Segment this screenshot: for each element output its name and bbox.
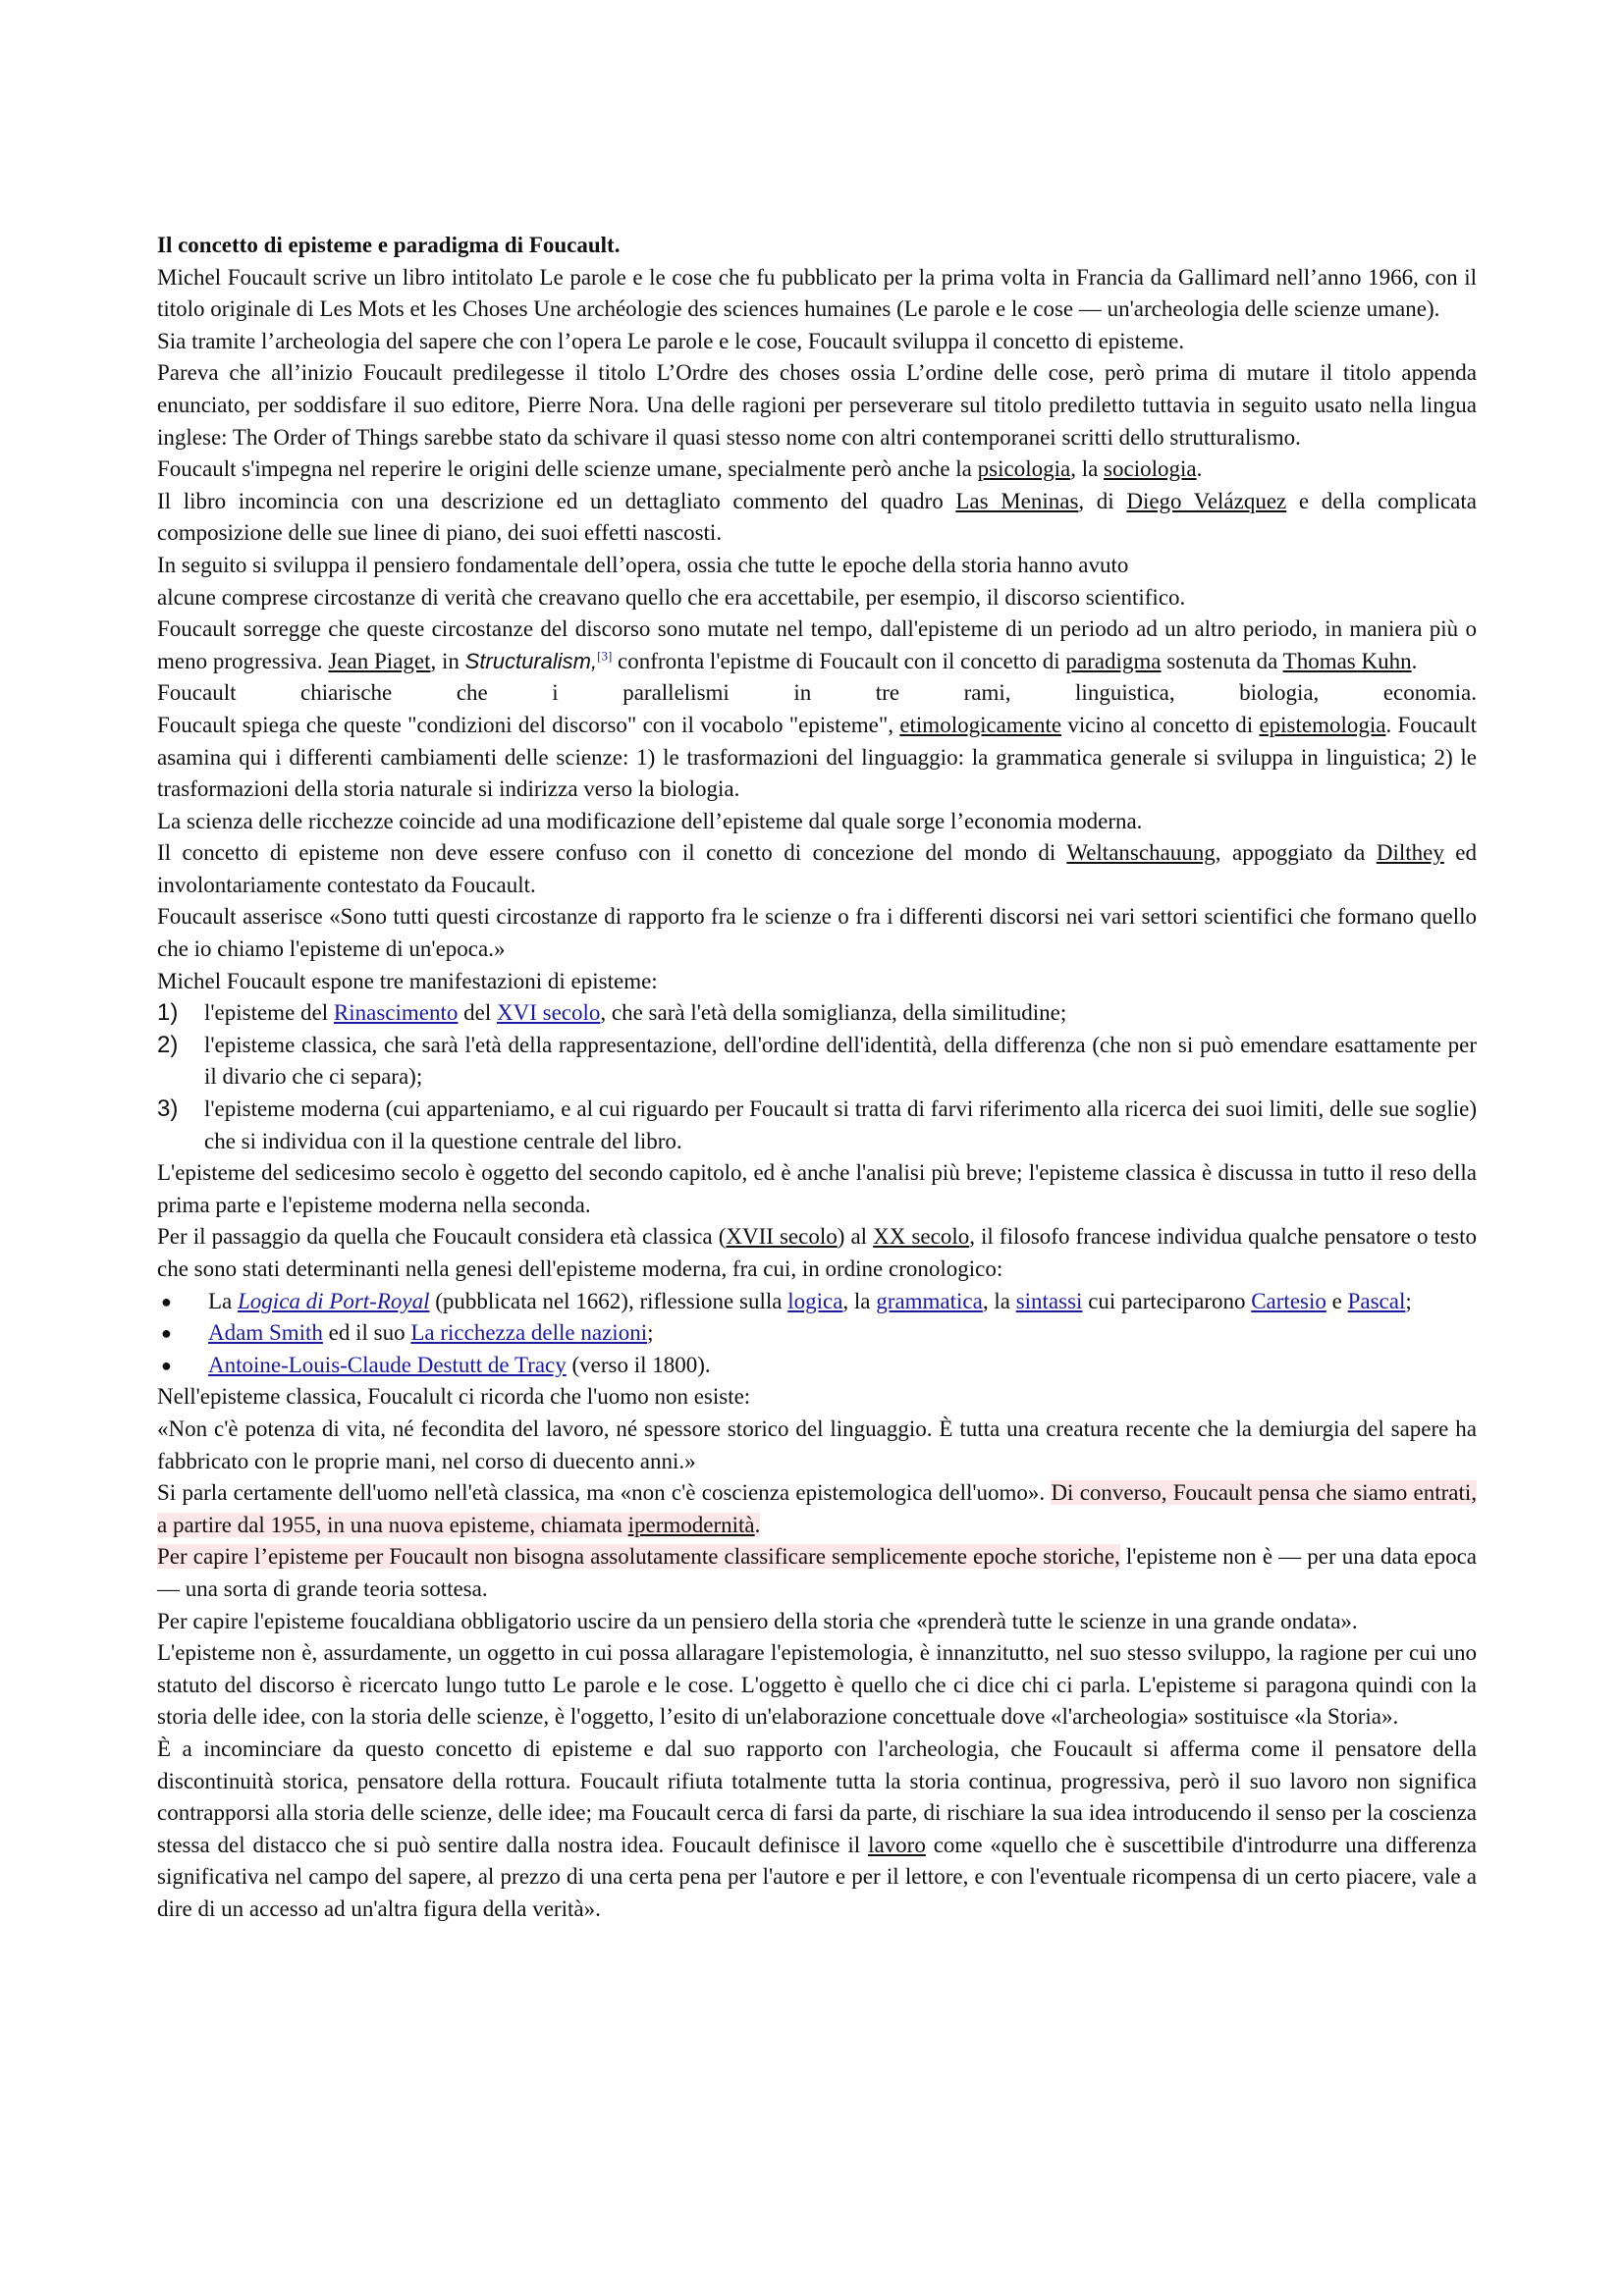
link-weltanschauung[interactable]: Weltanschauung [1066, 840, 1216, 866]
link-sociologia[interactable]: sociologia [1104, 456, 1197, 482]
link-thomas-kuhn[interactable]: Thomas Kuhn [1282, 648, 1412, 673]
link-ricchezza-nazioni[interactable]: La ricchezza delle nazioni [410, 1320, 648, 1346]
paragraph-5: Il libro incomincia con una descrizione ed un dettagliato commento del quadro Las Meninas, di Diego Velázquez e della complicata composizione delle sue linee di piano, dei suoi effetti nascosti. [157, 488, 1477, 546]
paragraph-17: «Non c'è potenza di vita, né fecondita del lavoro, né spessore storico del linguaggio. È tutta una creatura recente che la demiurgia del sapere ha fabbricato con le proprie mani, nel corso di duecento anni.» [157, 1415, 1477, 1473]
link-epistemologia[interactable]: epistemologia [1259, 712, 1386, 737]
paragraph-13: Michel Foucault espone tre manifestazioni di episteme: [157, 968, 658, 993]
link-psicologia[interactable]: psicologia [977, 456, 1071, 482]
link-las-meninas[interactable]: Las Meninas [955, 488, 1079, 513]
numbered-item-text: l'episteme classica, che sarà l'età della rappresentazione, dell'ordine dell'identità, della differenza (che non si può emendare esattamente per il divario che ci separa); [204, 1032, 1477, 1090]
footnote-ref[interactable]: [3] [597, 648, 613, 664]
link-grammatica[interactable]: grammatica [876, 1288, 983, 1313]
numbered-item-text: l'episteme moderna (cui apparteniamo, e al cui riguardo per Foucault si tratta di farvi riferimento alla ricerca dei suoi limiti, delle sue soglie) che si individua con il la questione centrale del libro. [204, 1096, 1477, 1153]
paragraph-20: Per capire l'episteme foucaldiana obbligatorio uscire da un pensiero della storia che «prenderà tutte le scienze in una grande ondata». [157, 1608, 1358, 1633]
paragraph-12: Foucault asserisce «Sono tutti questi circostanze di rapporto fra le scienze o fra i differenti discorsi nei vari settori scientifici che formano quello che io chiamo l'episteme di un'epoca.» [157, 904, 1477, 962]
paragraph-19: Per capire l’episteme per Foucault non bisogna assolutamente classificare semplicemente epoche storiche, l'episteme non è — per una data epoca — una sorta di grande teoria sottesa. [157, 1544, 1478, 1601]
link-logica[interactable]: logica [787, 1288, 843, 1313]
paragraph-6b: alcune comprese circostanze di verità che creavano quello che era accettabile, per esempio, il discorso scientifico. [157, 584, 1186, 610]
paragraph-8: Foucault chiarische che i parallelismi in tre rami, linguistica, biologia, economia. [157, 680, 1477, 706]
link-pascal[interactable]: Pascal [1347, 1288, 1406, 1313]
document-body [157, 230, 1477, 1925]
bullet-item-1: ● La Logica di Port-Royal (pubblicata nel 1662), riflessione sulla logica, la grammatica, la sintassi cui parteciparono Cartesio e Pascal; [157, 1286, 1477, 1318]
paragraph-3: Pareva che all’inizio Foucault predilegesse il titolo L’Ordre des choses ossia L’ordine delle cose, però prima di mutare il titolo appenda enunciato, per soddisfare il suo editore, Pierre Nora. Una delle ragioni per perseverare sul titolo prediletto tuttavia in seguito usato nella lingua inglese: The Order of Things sarebbe stato da schivare il quasi stesso nome con altri contemporanei scritti dello strutturalismo. [157, 360, 1477, 450]
highlighted-text: Di converso, Foucault pensa che siamo entrati, a partire dal 1955, in una nuova episteme, chiamata [157, 1480, 1477, 1537]
paragraph-6a: In seguito si sviluppa il pensiero fondamentale dell’opera, ossia che tutte le epoche della storia hanno avuto [157, 552, 1129, 577]
paragraph-9: Foucault spiega che queste "condizioni del discorso" con il vocabolo "episteme", etimologicamente vicino al concetto di epistemologia. Foucault asamina qui i differenti cambiamenti delle scienze: 1) le trasformazioni del linguaggio: la grammatica generale si sviluppa in linguistica; 2) le trasformazioni della storia naturale si indirizza verso la biologia. [157, 712, 1477, 802]
paragraph-10: La scienza delle ricchezze coincide ad una modificazione dell’episteme dal quale sorge l’economia moderna. [157, 808, 1143, 833]
bullet-icon: ● [161, 1355, 172, 1375]
link-diego-velazquez[interactable]: Diego Velázquez [1126, 488, 1287, 513]
numbered-item-2 [157, 1030, 1477, 1094]
paragraph-4: Foucault s'impegna nel reperire le origini delle scienze umane, specialmente però anche la psicologia, la sociologia. [157, 456, 1203, 482]
link-lavoro[interactable]: lavoro [868, 1832, 926, 1857]
list-number: 1) [157, 999, 179, 1027]
link-xx-secolo[interactable]: XX secolo [873, 1224, 970, 1250]
bullet-icon: ● [161, 1323, 172, 1344]
bullet-item-3: ● Antoine-Louis-Claude Destutt de Tracy (verso il 1800). [157, 1350, 1477, 1382]
numbered-item-3 [157, 1094, 1477, 1157]
highlighted-text: Per capire l’episteme per Foucault non bisogna assolutamente classificare semplicemente epoche storiche, [157, 1544, 1120, 1570]
link-cartesio[interactable]: Cartesio [1251, 1288, 1326, 1313]
bullet-item-2: ● Adam Smith ed il suo La ricchezza delle nazioni; [157, 1317, 1477, 1350]
paragraph-11: Il concetto di episteme non deve essere confuso con il conetto di concezione del mondo di Weltanschauung, appoggiato da Dilthey ed involontariamente contestato da Foucault. [157, 840, 1477, 897]
link-xvi-secolo[interactable]: XVI secolo [496, 1000, 601, 1026]
paragraph-1: Michel Foucault scrive un libro intitolato Le parole e le cose che fu pubblicato per la prima volta in Francia da Gallimard nell’anno 1966, con il titolo originale di Les Mots et les Choses Une archéologie des sciences humaines (Le parole e le cose — un'archeologia delle scienze umane). [157, 264, 1477, 322]
list-number: 2) [157, 1031, 179, 1058]
link-adam-smith[interactable]: Adam Smith [208, 1320, 323, 1346]
bullet-icon: ● [161, 1291, 172, 1311]
paragraph-15: Per il passaggio da quella che Foucault considera età classica (XVII secolo) al XX secolo, il filosofo francese individua qualche pensatore o testo che sono stati determinanti nella genesi dell'episteme moderna, fra cui, in ordine cronologico: [157, 1224, 1477, 1281]
paragraph-14: L'episteme del sedicesimo secolo è oggetto del secondo capitolo, ed è anche l'analisi più breve; l'episteme classica è discussa in tutto il reso della prima parte e l'episteme moderna nella seconda. [157, 1160, 1477, 1217]
paragraph-2: Sia tramite l’archeologia del sapere che con l’opera Le parole e le cose, Foucault sviluppa il concetto di episteme. [157, 328, 1185, 353]
list-number: 3) [157, 1095, 179, 1123]
paragraph-22: È a incominciare da questo concetto di episteme e dal suo rapporto con l'archeologia, che Foucault si afferma come il pensatore della discontinuità storica, pensatore della rottura. Foucault rifiuta totalmente tutta la storia continua, progressiva, però il suo lavoro non significa contrapporsi alla storia delle scienze, delle idee; ma Foucault cerca di farsi da parte, di rischiare la sua idea introducendo il senso per la coscienza stessa del distacco che si può sentire dalla nostra idea. Foucault definisce il lavoro come «quello che è suscettibile d'introdurre una differenza significativa nel campo del sapere, al prezzo di una certa pena per l'autore e per il lettore, e con l'eventuale ricompensa di un certo piacere, vale a dire di un accesso ad un'altra figura della verità». [157, 1735, 1477, 1921]
link-dilthey[interactable]: Dilthey [1376, 840, 1444, 866]
link-etimologicamente[interactable]: etimologicamente [899, 712, 1062, 737]
link-rinascimento[interactable]: Rinascimento [333, 1000, 459, 1026]
structuralism-title: Structuralism, [464, 648, 598, 673]
link-sintassi[interactable]: sintassi [1015, 1288, 1083, 1313]
link-ipermodernita[interactable]: ipermodernità [627, 1512, 755, 1537]
numbered-item-1: 1) l'episteme del Rinascimento del XVI secolo, che sarà l'età della somiglianza, della similitudine; [157, 997, 1477, 1030]
link-logica-port-royal[interactable]: Logica di Port-Royal [238, 1288, 430, 1313]
link-jean-piaget[interactable]: Jean Piaget [328, 648, 431, 673]
document-title: Il concetto di episteme e paradigma di Foucault. [157, 233, 621, 257]
link-destutt-de-tracy[interactable]: Antoine-Louis-Claude Destutt de Tracy [208, 1352, 567, 1377]
paragraph-16: Nell'episteme classica, Foucalult ci ricorda che l'uomo non esiste: [157, 1384, 751, 1410]
paragraph-7: Foucault sorregge che queste circostanze del discorso sono mutate nel tempo, dall'episteme di un periodo ad un altro periodo, in maniera più o meno progressiva. Jean Piaget, in Structuralism,[3] confronta l'epistme di Foucault con il concetto di paradigma sostenuta da Thomas Kuhn. [157, 616, 1477, 673]
paragraph-21: L'episteme non è, assurdamente, un oggetto in cui possa allaragare l'epistemologia, è innanzitutto, nel suo stesso sviluppo, la ragione per cui uno statuto del discorso è ricercato lungo tutto Le parole e le cose. L'oggetto è quello che ci dice chi ci parla. L'episteme si paragona quindi con la storia delle idee, con la storia delle scienze, è l'oggetto, l’esito di un'elaborazione concettuale dove «l'archeologia» sostituisce «la Storia». [157, 1640, 1477, 1730]
link-paradigma[interactable]: paradigma [1065, 648, 1162, 673]
link-xvii-secolo[interactable]: XVII secolo [726, 1224, 838, 1250]
paragraph-18: Si parla certamente dell'uomo nell'età classica, ma «non c'è coscienza epistemologica dell'uomo». Di converso, Foucault pensa che siamo entrati, a partire dal 1955, in una nuova episteme, chiamata ipermodernità. [157, 1480, 1477, 1537]
